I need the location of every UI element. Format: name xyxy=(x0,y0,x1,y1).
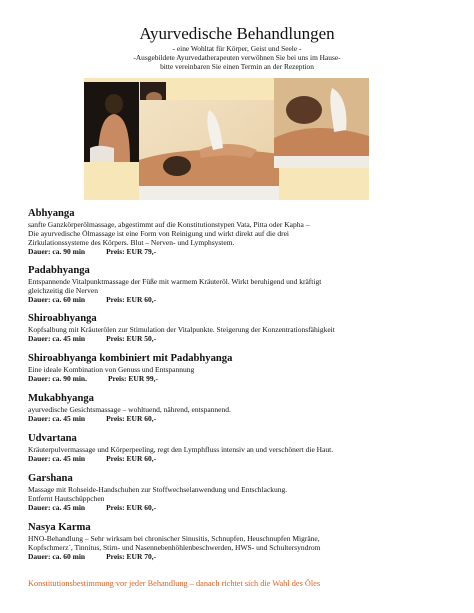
treatment-desc-line: HNO-Behandlung – Sehr wirksam bei chronischer Sinusitis, Schnupfen, Heuschnupfen Migräne, xyxy=(28,534,320,543)
duration: Dauer: ca. 90 min xyxy=(28,247,86,257)
treatment-udvartana xyxy=(28,433,448,463)
subtitle-line-1: - eine Wohltat für Körper, Geist und Seele - xyxy=(172,44,302,53)
price: Preis: EUR 79,- xyxy=(106,247,157,257)
treatment-abhyanga xyxy=(28,208,448,256)
treatment-meta xyxy=(28,247,448,256)
page-title: Ayurvedische Behandlungen xyxy=(139,24,335,43)
treatment-desc-line: sanfte Ganzkörperölmassage, abgestimmt auf die Konstitutionstypen Vata, Pitta oder Kapha – xyxy=(28,220,310,229)
treatment-name: Mukabhyanga xyxy=(28,393,94,404)
treatment-desc-line: Kopfschmerz´, Tinnitus, Stirn- und Nasennebenhöhlenbeschwerden, HWS- und Schultersyndrom xyxy=(28,543,321,553)
treatment-name: Abhyanga xyxy=(28,208,75,219)
price: Preis: EUR 99,- xyxy=(107,374,159,384)
treatment-name: Nasya Karma xyxy=(28,522,91,533)
treatment-desc-line: Eine ideale Kombination von Genuss und Entspannung xyxy=(28,365,195,374)
treatment-meta xyxy=(28,414,448,423)
treatment-meta xyxy=(28,295,448,304)
massage-photo-collage xyxy=(84,70,369,200)
price: Preis: EUR 50,- xyxy=(106,334,157,344)
treatment-desc-line: Die ayurvedische Ölmassage ist eine Form von Reinigung und wirkt direkt auf die drei xyxy=(28,229,289,239)
price: Preis: EUR 60,- xyxy=(106,295,157,305)
treatment-desc-line: Zirkulationssysteme des Körpers. Blut – Nerven- und Lymphsystem. xyxy=(28,238,235,248)
treatment-desc-line: Massage mit Rohseide-Handschuhen zur Stoffwechselanwendung und Entschlackung. xyxy=(28,485,288,494)
treatment-desc-line: Entspannende Vitalpunktmassage der Füße mit warmem Kräuteröl. Wirkt beruhigend und kräftigt xyxy=(28,277,322,286)
treatment-name: Garshana xyxy=(28,473,73,484)
treatment-shiroabhyanga-padabhyanga xyxy=(28,353,448,383)
treatment-meta xyxy=(28,503,448,512)
treatment-nasya-karma xyxy=(28,522,448,561)
treatment-desc-line: Kopfsalbung mit Kräuterölen zur Stimulation der Vitalpunkte. Steigerung der Konzentrationsfähigkeit xyxy=(28,325,335,334)
duration: Dauer: ca. 45 min xyxy=(28,503,86,513)
treatment-meta xyxy=(28,552,448,561)
footer-note: Konstitutionsbestimmung vor jeder Behandlung – danach richtet sich die Wahl des Öles xyxy=(28,579,321,588)
price: Preis: EUR 60,- xyxy=(106,503,157,513)
price: Preis: EUR 70,- xyxy=(106,552,157,562)
treatment-padabhyanga xyxy=(28,265,448,304)
treatment-desc-line: Entfernt Hautschüppchen xyxy=(28,494,105,504)
photo-face-massage xyxy=(274,78,369,168)
price: Preis: EUR 60,- xyxy=(106,414,157,424)
price: Preis: EUR 60,- xyxy=(106,454,157,464)
treatment-shiroabhyanga xyxy=(28,313,448,343)
subtitle-line-2: -Ausgebildete Ayurvedatherapeuten verwöhnen Sie bei uns im Hause- xyxy=(133,53,341,62)
subtitle-line-3: bitte vereinbaren Sie einen Termin an der Rezeption xyxy=(160,62,314,71)
duration: Dauer: ca. 60 min xyxy=(28,295,86,305)
treatment-mukabhyanga xyxy=(28,393,448,423)
treatment-meta xyxy=(28,454,448,463)
duration: Dauer: ca. 90 min. xyxy=(28,374,87,384)
treatment-meta xyxy=(28,374,448,383)
duration: Dauer: ca. 45 min xyxy=(28,454,86,464)
treatment-garshana xyxy=(28,473,448,512)
photo-back-view xyxy=(84,82,139,162)
treatment-name: Shiroabhyanga xyxy=(28,313,97,324)
treatment-desc-line: Kräuterpulvermassage und Körperpeeling, regt den Lymphfluss intensiv an und verschönert die Haut. xyxy=(28,445,334,454)
treatment-name: Udvartana xyxy=(28,433,77,444)
treatment-meta xyxy=(28,334,448,343)
treatment-desc-line: gleichzeitig die Nerven xyxy=(28,286,98,296)
treatment-name: Shiroabhyanga kombiniert mit Padabhyanga xyxy=(28,353,233,364)
photo-back-massage xyxy=(139,100,279,200)
duration: Dauer: ca. 45 min xyxy=(28,334,86,344)
duration: Dauer: ca. 60 min xyxy=(28,552,86,562)
treatment-name: Padabhyanga xyxy=(28,265,90,276)
treatment-desc-line: ayurvedische Gesichtsmassage – wohltuend, nährend, entspannend. xyxy=(28,405,231,414)
duration: Dauer: ca. 45 min xyxy=(28,414,86,424)
